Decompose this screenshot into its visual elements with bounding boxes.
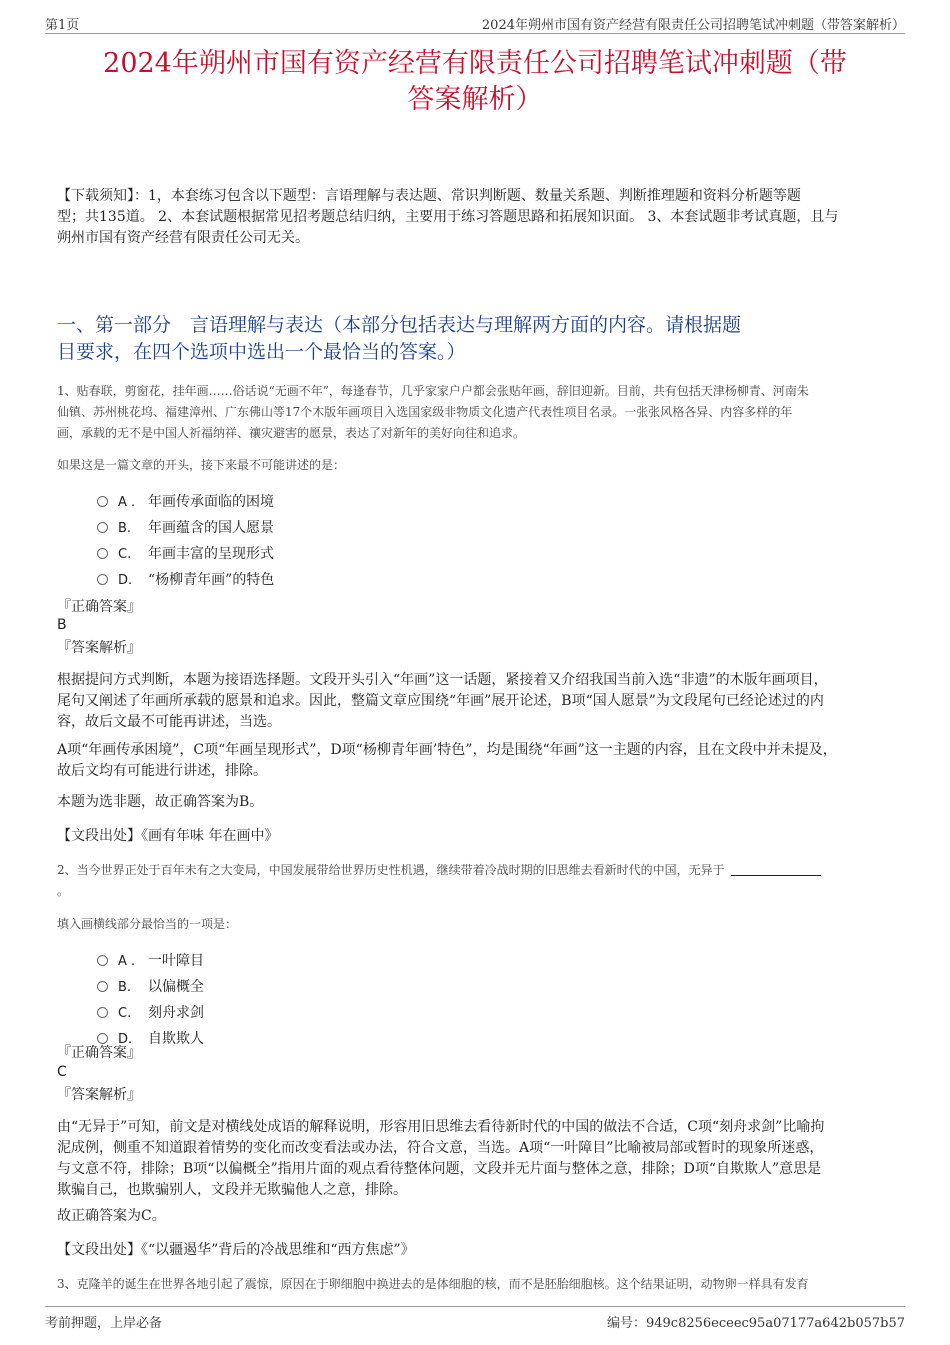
q1-option-b[interactable]: B. 年画蕴含的国人愿景 xyxy=(97,518,274,539)
q1-option-c[interactable]: C. 年画丰富的呈现形式 xyxy=(97,544,274,565)
q1-answer: B xyxy=(57,617,67,633)
q1-analysis-label: 『答案解析』 xyxy=(57,640,141,656)
q1-option-d[interactable]: D. “杨柳青年画”的特色 xyxy=(97,570,274,591)
q2-analysis: 由“无异于”可知，前文是对横线处成语的解释说明，形容用旧思维去看待新时代的中国的做法不合适，C项“刻舟求剑”比喻拘 泥成例，侧重不知道跟着情势的变化而改变看法或办法，符合文意，当选。A项“一叶障目”比喻被局部或暂时的现象所迷惑， 与文意不符，排除；B项“以偏概全”指用片面的观点看待整体问题，文段并无片面与整体之意，排除；D项“自欺欺人”意思是 欺骗自己，也欺骗别人，文段并无欺骗他人之意，排除。 xyxy=(57,1119,825,1198)
q2-analysis-label: 『答案解析』 xyxy=(57,1087,141,1103)
running-title: 2024年朔州市国有资产经营有限责任公司招聘笔试冲刺题（带答案解析） xyxy=(481,18,905,33)
q2-answer-label: 『正确答案』 xyxy=(57,1045,141,1061)
q1-source: 【文段出处】《画有年味 年在画中》 xyxy=(57,828,279,844)
question-3-stem: 3、克隆羊的诞生在世界各地引起了震惊，原因在于卵细胞中换进去的是体细胞的核，而不是胚胎细胞核。这个结果证明，动物卵一样具有发育 xyxy=(57,1277,809,1291)
q1-option-a[interactable]: A . 年画传承面临的困境 xyxy=(97,492,274,513)
radio-icon[interactable] xyxy=(97,1007,108,1018)
radio-icon[interactable] xyxy=(97,955,108,966)
q2-conclusion: 故正确答案为C。 xyxy=(57,1208,166,1224)
q1-answer-label: 『正确答案』 xyxy=(57,599,141,615)
download-notice: 【下载须知】：1，本套练习包含以下题型：言语理解与表达题、常识判断题、数量关系题、判断推理题和资料分析题等题 型；共135道。 2、本套试题根据常见招考题总结归纳，主要用于练习答题思路和拓展知识面。 3、本套试题非考试真题，且与 朔州市国有资产经营有限责任公司无关。 xyxy=(57,188,839,246)
radio-icon[interactable] xyxy=(97,548,108,559)
question-2-stem: 2、当今世界正处于百年未有之大变局，中国发展带给世界历史性机遇，继续带着冷战时期的旧思维去看新时代的中国，无异于 。 xyxy=(57,860,917,902)
q2-source: 【文段出处】《“以疆遏华”背后的冷战思维和“西方焦虑”》 xyxy=(57,1242,415,1258)
q2-option-c[interactable]: C. 刻舟求剑 xyxy=(97,1003,204,1024)
q2-option-d[interactable]: D. 自欺欺人 xyxy=(97,1029,204,1050)
radio-icon[interactable] xyxy=(97,522,108,533)
q2-option-b[interactable]: B. 以偏概全 xyxy=(97,977,204,998)
q1-analysis-2: A项“年画传承困境”，C项“年画呈现形式”，D项“杨柳青年画’特色”，均是围绕“年画”这一主题的内容，且在文段中并未提及， 故后文均有可能进行讲述，排除。 xyxy=(57,742,837,779)
page-number: 第1页 xyxy=(45,18,80,33)
section-heading: 一、第一部分 言语理解与表达（本部分包括表达与理解两方面的内容。请根据题 目要求，在四个选项中选出一个最恰当的答案。） xyxy=(57,314,742,363)
q2-answer: C xyxy=(57,1064,67,1080)
question-2-prompt: 填入画横线部分最恰当的一项是： xyxy=(57,917,238,931)
question-1-prompt: 如果这是一篇文章的开头，接下来最不可能讲述的是： xyxy=(57,458,346,472)
q1-analysis-1: 根据提问方式判断，本题为接语选择题。文段开头引入“年画”这一话题，紧接着又介绍我国当前入选“非遗”的木版年画项目， 尾句又阐述了年画所承载的愿景和追求。因此，整篇文章应围绕“年画”展开论述，B项“国人愿景”为文段尾句已经论述过的内 容，故后文最不可能再讲述，当选。 xyxy=(57,672,828,730)
radio-icon[interactable] xyxy=(97,496,108,507)
q2-option-a[interactable]: A . 一叶障目 xyxy=(97,951,204,972)
footer-document-id: 编号：949c8256eceec95a07177a642b057b57 xyxy=(606,1316,905,1331)
answer-blank xyxy=(731,863,821,876)
footer-rule xyxy=(45,1306,905,1307)
question-1-stem: 1、贴春联，剪窗花，挂年画……俗话说“无画不年”，每逢春节，几乎家家户户都会张贴年画，辞旧迎新。目前，共有包括天津杨柳青、河南朱 仙镇、苏州桃花坞、福建漳州、广东佛山等17个木版年画项目入选国家级非物质文化遗产代表性项目名录。一张张风格各异、内容多样的年 画，承载的无不是中国人祈福纳祥、禳灾避害的愿景，表达了对新年的美好向往和追求。 xyxy=(57,384,809,440)
footer-slogan: 考前押题，上岸必备 xyxy=(45,1316,163,1331)
radio-icon[interactable] xyxy=(97,981,108,992)
q1-conclusion: 本题为选非题，故正确答案为B。 xyxy=(57,794,264,810)
page-title: 2024年朔州市国有资产经营有限责任公司招聘笔试冲刺题（带 答案解析） xyxy=(103,48,847,115)
radio-icon[interactable] xyxy=(97,574,108,585)
header-rule xyxy=(45,33,905,34)
